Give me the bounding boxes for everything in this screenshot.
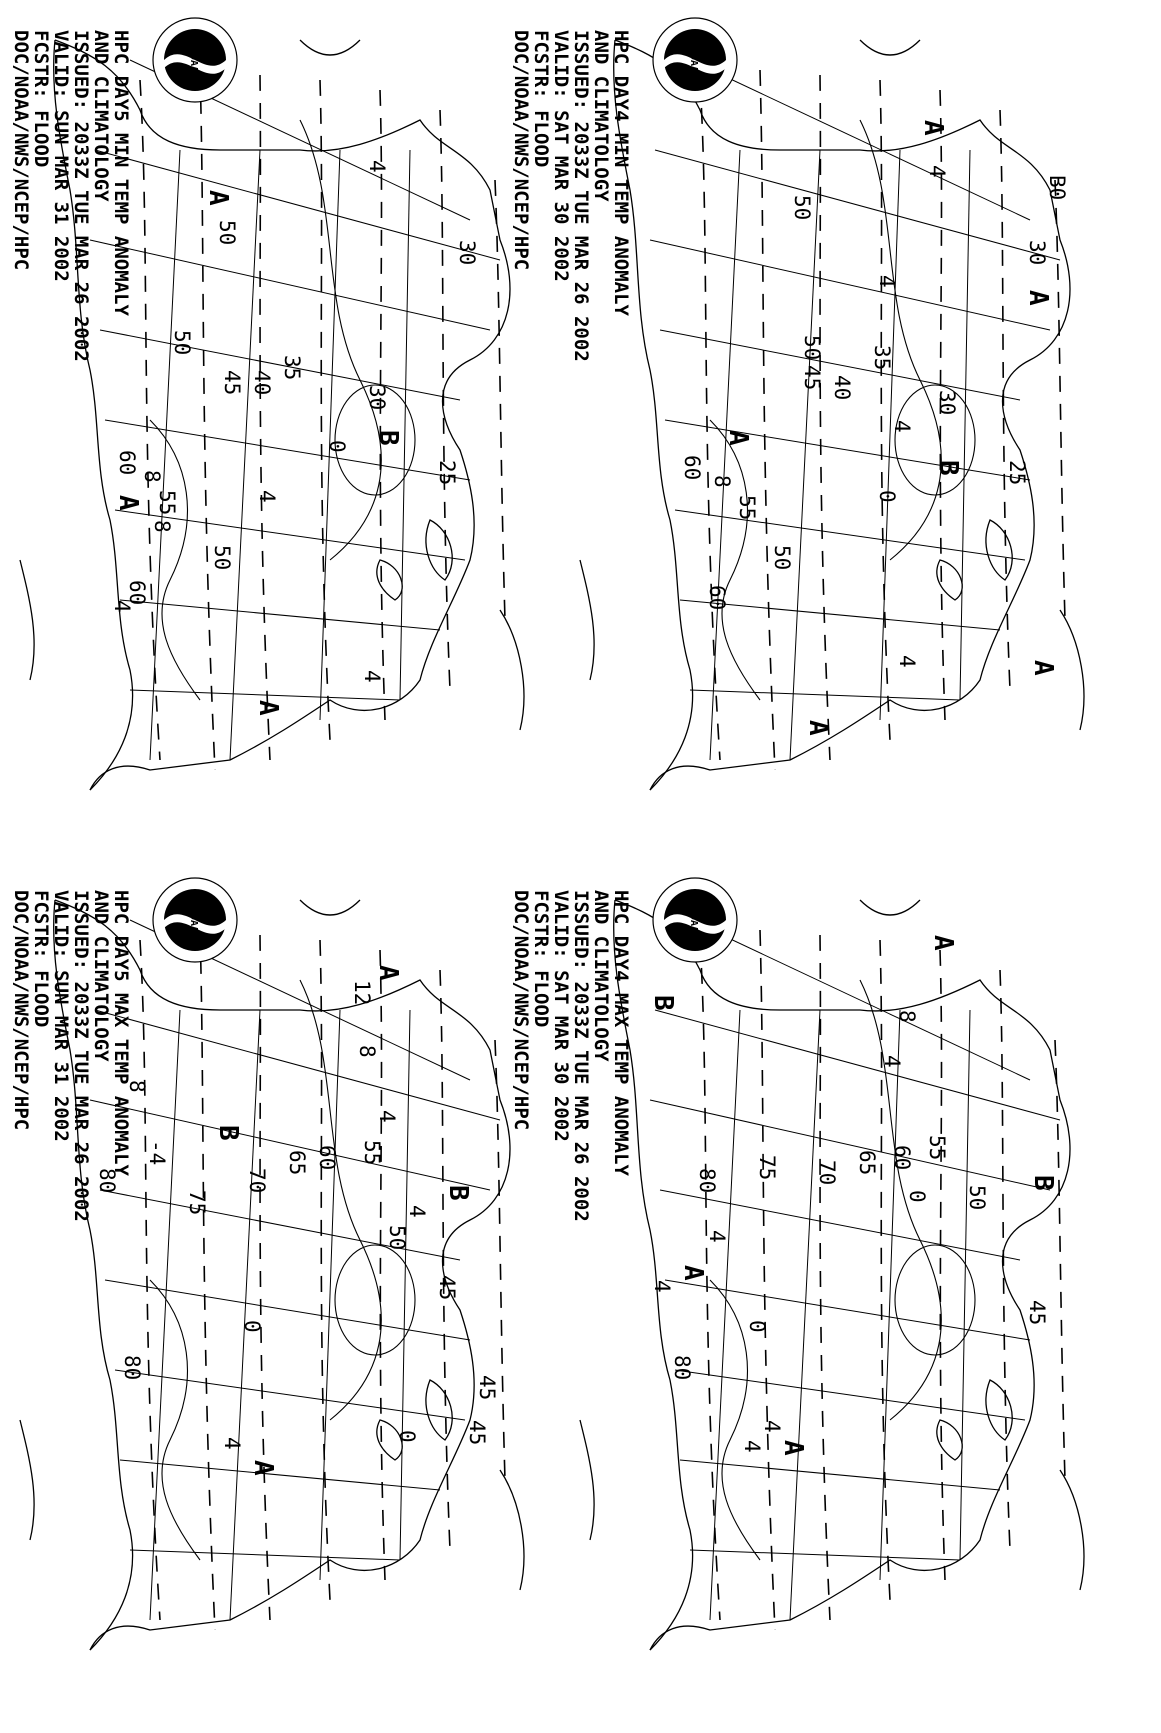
- anomaly-center-label: A: [253, 700, 283, 716]
- header-line: AND CLIMATOLOGY: [90, 30, 112, 202]
- anomaly-center-label: A: [723, 430, 753, 446]
- contour-value-label: 35: [870, 345, 894, 371]
- header-line: DOC/NOAA/NWS/NCEP/HPC: [510, 890, 532, 1131]
- noaa-logo: [153, 878, 237, 962]
- contour-value-label: 50: [965, 1185, 989, 1211]
- header-line: ISSUED: 2033Z TUE MAR 26 2002: [570, 30, 592, 362]
- contour-value-label: 4: [890, 420, 914, 433]
- contour-value-label: 45: [800, 365, 824, 391]
- header-line: ISSUED: 2033Z TUE MAR 26 2002: [570, 890, 592, 1222]
- anomaly-center-label: A: [803, 720, 833, 736]
- contour-value-label: 55: [925, 1135, 949, 1161]
- forecast-header: [510, 890, 632, 1222]
- contour-value-label: 30: [1025, 240, 1049, 266]
- header-line: AND CLIMATOLOGY: [90, 890, 112, 1062]
- contour-value-label: 8: [150, 520, 174, 533]
- anomaly-center-label: B: [443, 1185, 473, 1201]
- contour-value-label: 65: [285, 1150, 309, 1176]
- contour-value-label: 70: [815, 1160, 839, 1186]
- anomaly-center-label: B: [648, 995, 678, 1011]
- panel-day5-min: [10, 18, 524, 790]
- noaa-logo: [653, 18, 737, 102]
- panel-day5-max: [10, 878, 524, 1650]
- contour-value-label: 70: [245, 1168, 269, 1194]
- contour-value-label: 55: [735, 495, 759, 521]
- noaa-logo: [653, 878, 737, 962]
- contour-value-label: 50: [170, 330, 194, 356]
- contour-value-label: 60: [680, 455, 704, 481]
- contour-value-label: 45: [1025, 1300, 1049, 1326]
- logo-text: NOAA: [188, 907, 199, 933]
- contour-value-label: 50: [385, 1225, 409, 1251]
- contour-value-label: 75: [185, 1190, 209, 1216]
- panel-day4-max: [510, 878, 1084, 1650]
- contour-value-label: 4: [875, 275, 899, 288]
- contour-labels: [680, 120, 1069, 736]
- contour-value-label: 30: [455, 240, 479, 266]
- anomaly-contours: [710, 980, 975, 1560]
- header-line: FCSTR: FLOOD: [530, 30, 552, 168]
- anomaly-center-label: A: [203, 190, 233, 206]
- contour-value-label: 4: [880, 1055, 904, 1068]
- contour-value-label: 4: [740, 1440, 764, 1453]
- logo-text: NOAA: [688, 907, 699, 933]
- header-line: DOC/NOAA/NWS/NCEP/HPC: [10, 30, 32, 271]
- header-line: AND CLIMATOLOGY: [590, 890, 612, 1062]
- anomaly-center-label: A: [113, 495, 143, 511]
- header-line: VALID: SAT MAR 30 2002: [550, 890, 572, 1142]
- contour-value-label: 8: [355, 1045, 379, 1058]
- noaa-logo: [153, 18, 237, 102]
- contour-labels: [95, 965, 499, 1476]
- anomaly-center-label: B: [373, 430, 403, 446]
- anomaly-center-label: B: [213, 1125, 243, 1141]
- header-line: AND CLIMATOLOGY: [590, 30, 612, 202]
- contour-value-label: 50: [790, 195, 814, 221]
- contour-labels: [648, 935, 1058, 1456]
- contour-value-label: 80: [120, 1355, 144, 1381]
- header-line: HPC DAY5 MIN TEMP ANOMALY: [110, 30, 132, 316]
- contour-value-label: 4: [360, 670, 384, 683]
- anomaly-contours: [150, 980, 415, 1560]
- contour-value-label: 4: [110, 600, 134, 613]
- forecast-header: [10, 30, 132, 362]
- contour-value-label: 4: [375, 1110, 399, 1123]
- contour-value-label: 4: [705, 1230, 729, 1243]
- contour-value-label: 0: [905, 1190, 929, 1203]
- anomaly-center-label: A: [778, 1440, 808, 1456]
- contour-value-label: 8: [895, 1010, 919, 1023]
- contour-value-label: 4: [650, 1280, 674, 1293]
- basemap: [580, 900, 1084, 1650]
- contour-value-label: 12: [350, 980, 374, 1006]
- contour-value-label: 60: [115, 450, 139, 476]
- contour-value-label: 0: [240, 1320, 264, 1333]
- header-line: VALID: SAT MAR 30 2002: [550, 30, 572, 282]
- contour-value-label: 60: [315, 1145, 339, 1171]
- contour-value-label: 80: [695, 1168, 719, 1194]
- panel-day4-min: [510, 18, 1084, 790]
- header-line: HPC DAY4 MAX TEMP ANOMALY: [610, 890, 632, 1176]
- header-line: FCSTR: FLOOD: [30, 30, 52, 168]
- contour-value-label: 75: [755, 1155, 779, 1181]
- header-line: VALID: SUN MAR 31 2002: [50, 30, 72, 282]
- contour-value-label: B0: [1045, 175, 1069, 201]
- anomaly-center-label: B: [933, 460, 963, 476]
- header-line: DOC/NOAA/NWS/NCEP/HPC: [510, 30, 532, 271]
- contour-value-label: 65: [855, 1150, 879, 1176]
- contour-value-label: 80: [670, 1355, 694, 1381]
- logo-text: NOAA: [688, 47, 699, 73]
- contour-value-label: 55: [360, 1140, 384, 1166]
- header-line: HPC DAY5 MAX TEMP ANOMALY: [110, 890, 132, 1176]
- contour-value-label: 25: [435, 460, 459, 486]
- contour-value-label: -4: [145, 1140, 169, 1166]
- contour-value-label: 60: [125, 580, 149, 606]
- contour-value-label: 0: [875, 490, 899, 503]
- contour-value-label: 60: [890, 1145, 914, 1171]
- contour-value-label: 50: [210, 545, 234, 571]
- anomaly-center-label: A: [1028, 660, 1058, 676]
- anomaly-center-label: B: [1028, 1175, 1058, 1191]
- contour-value-label: 8: [710, 475, 734, 488]
- contour-value-label: 4: [405, 1205, 429, 1218]
- contour-value-label: 0: [395, 1430, 419, 1443]
- contour-value-label: 25: [1005, 460, 1029, 486]
- contour-value-label: 4: [255, 490, 279, 503]
- header-line: FCSTR: FLOOD: [530, 890, 552, 1028]
- anomaly-center-label: A: [248, 1460, 278, 1476]
- contour-value-label: 45: [220, 370, 244, 396]
- logo-text: NOAA: [188, 47, 199, 73]
- contour-value-label: 45: [435, 1275, 459, 1301]
- contour-value-label: 4: [760, 1420, 784, 1433]
- anomaly-center-label: A: [928, 935, 958, 951]
- contour-value-label: 30: [935, 390, 959, 416]
- contour-value-label: 8: [125, 1080, 149, 1093]
- header-line: ISSUED: 2033Z TUE MAR 26 2002: [70, 30, 92, 362]
- contour-value-label: 45: [465, 1420, 489, 1446]
- header-line: FCSTR: FLOOD: [30, 890, 52, 1028]
- header-line: HPC DAY4 MIN TEMP ANOMALY: [610, 30, 632, 316]
- contour-value-label: 30: [365, 385, 389, 411]
- contour-value-label: 4: [925, 165, 949, 178]
- contour-value-label: 60: [705, 585, 729, 611]
- anomaly-center-label: A: [1023, 290, 1053, 306]
- contour-value-label: 4: [220, 1437, 244, 1450]
- header-line: DOC/NOAA/NWS/NCEP/HPC: [10, 890, 32, 1131]
- contour-value-label: 40: [250, 370, 274, 396]
- contour-value-label: 55: [155, 490, 179, 516]
- contour-value-label: 35: [280, 355, 304, 381]
- header-line: VALID: SUN MAR 31 2002: [50, 890, 72, 1142]
- contour-value-label: 50: [215, 220, 239, 246]
- contour-value-label: 45: [475, 1375, 499, 1401]
- anomaly-center-label: A: [373, 965, 403, 981]
- forecast-header: [510, 30, 632, 362]
- contour-value-label: 0: [745, 1320, 769, 1333]
- contour-value-label: 80: [95, 1168, 119, 1194]
- contour-value-label: 8: [140, 470, 164, 483]
- contour-value-label: 4: [365, 160, 389, 173]
- contour-value-label: 50: [770, 545, 794, 571]
- anomaly-center-label: A: [918, 120, 948, 136]
- contour-value-label: 40: [830, 375, 854, 401]
- basemap: [580, 40, 1084, 790]
- contour-value-label: 4: [895, 655, 919, 668]
- contour-value-label: 0: [325, 440, 349, 453]
- header-line: ISSUED: 2033Z TUE MAR 26 2002: [70, 890, 92, 1222]
- contour-value-label: 50: [800, 335, 824, 361]
- anomaly-center-label: A: [678, 1265, 708, 1281]
